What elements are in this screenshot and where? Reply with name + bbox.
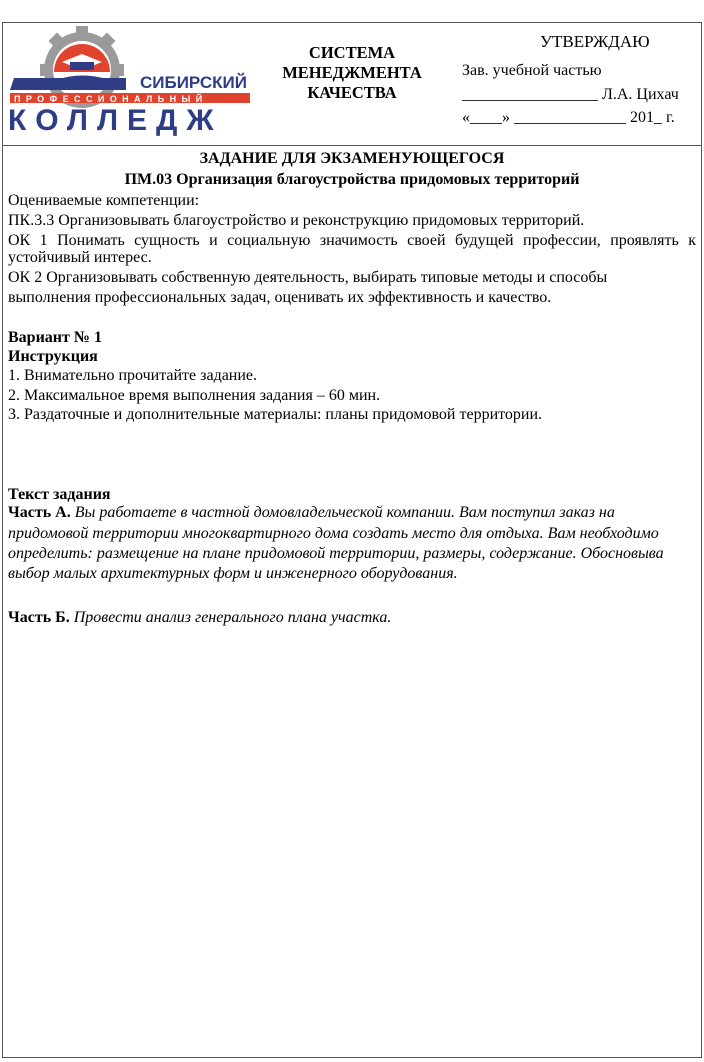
task-heading: Текст задания [8, 486, 111, 503]
part-a-text-1: Вы работаете в частной домовладельческой компании. Вам поступил заказ на [70, 504, 615, 521]
instruction-item-3: 3. Раздаточные и дополнительные материалы: планы придомовой территории. [8, 406, 543, 423]
instruction-heading: Инструкция [8, 348, 98, 365]
approve-signature-line: _________________ Л.А. Цихач [462, 86, 679, 103]
system-line-2: МЕНЕДЖМЕНТА [282, 63, 422, 82]
document-title: ЗАДАНИЕ ДЛЯ ЭКЗАМЕНУЮЩЕГОСЯ [199, 150, 505, 167]
part-b-line [8, 608, 391, 628]
system-line-1: СИСТЕМА [308, 43, 396, 62]
competency-ok2-cont: выполнения профессиональных задач, оценивать их эффективность и качество. [8, 289, 552, 306]
instruction-item-1: 1. Внимательно прочитайте задание. [8, 367, 258, 384]
part-b-text: Провести анализ генерального плана участка. [69, 609, 392, 626]
logo-word-professional: ПРОФЕССИОНАЛЬНЫЙ [14, 94, 208, 104]
logo-word-college: КОЛЛЕДЖ [8, 104, 223, 136]
competency-ok2: ОК 2 Организовывать собственную деятельность, выбирать типовые методы и способы [8, 269, 608, 286]
part-a-line-1 [8, 503, 615, 523]
part-a-line-3: определить: размещение на плане придомовой территории, размеры, содержание. Обосновыва [8, 545, 664, 562]
competencies-heading: Оцениваемые компетенции: [8, 192, 200, 209]
competency-ok1: ОК 1 Понимать сущность и социальную значимость своей будущей профессии, проявлять к [8, 232, 696, 249]
quality-system-label [272, 43, 432, 103]
part-b-label: Часть Б. [8, 609, 70, 626]
logo-word-siberian: СИБИРСКИЙ [140, 73, 247, 92]
variant-label: Вариант № 1 [8, 329, 102, 346]
part-a-label: Часть А. [8, 504, 71, 521]
college-logo [8, 26, 252, 136]
approve-title: УТВЕРЖДАЮ [540, 32, 650, 51]
part-a-line-2: придомовой территории многоквартирного дома создать место для отдыха. Вам необходимо [8, 525, 659, 542]
header-divider [2, 145, 702, 146]
competency-ok1-cont: устойчивый интерес. [8, 249, 152, 266]
approve-date-line: «____» ______________ 201_ г. [462, 109, 675, 126]
part-a-line-4: выбор малых архитектурных форм и инженерного оборудования. [8, 565, 458, 582]
document-subtitle: ПМ.03 Организация благоустройства придомовых территорий [124, 171, 580, 188]
instruction-item-2: 2. Максимальное время выполнения задания – 60 мин. [8, 387, 381, 404]
system-line-3: КАЧЕСТВА [307, 83, 397, 102]
competency-pk33: ПК.3.3 Организовывать благоустройство и реконструкцию придомовых территорий. [8, 212, 585, 229]
approve-position: Зав. учебной частью [462, 62, 602, 79]
